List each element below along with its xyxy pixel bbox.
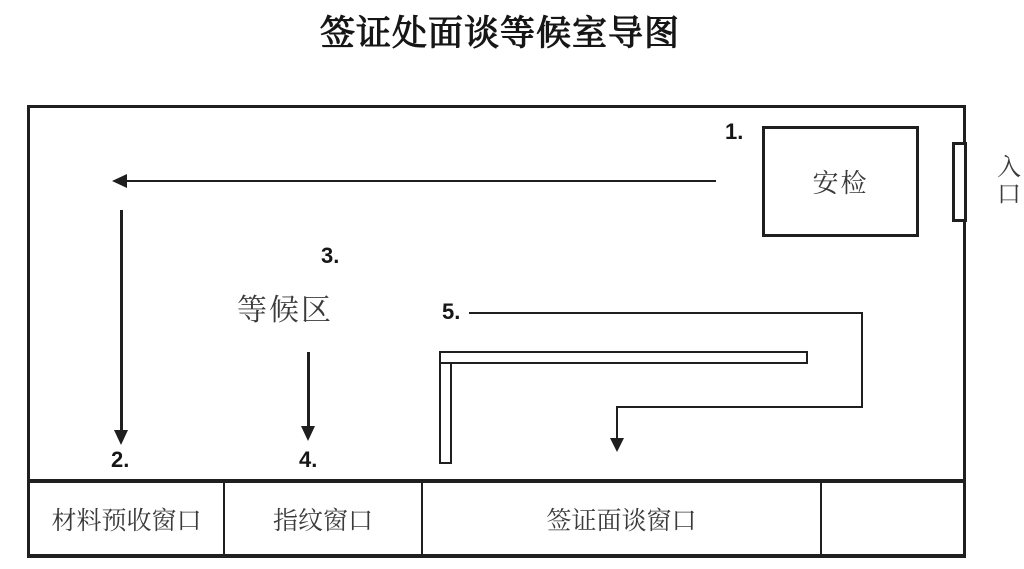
arrow-waiting-down-line <box>307 352 310 428</box>
arrow-top-leftward-line <box>122 180 716 182</box>
waiting-area-label: 等候区 <box>237 294 333 327</box>
entrance-door <box>952 142 967 222</box>
counter-vertical-bar <box>439 361 452 464</box>
window-cell-interview <box>423 483 822 554</box>
fingerprint-window-label: 指纹窗口 <box>272 507 373 535</box>
arrow-left-down-line <box>120 210 123 432</box>
window-cell-empty <box>822 483 963 554</box>
window-cell-fingerprint <box>225 483 423 554</box>
security-check-box <box>762 126 919 237</box>
route-5-segment-top <box>469 312 863 314</box>
step-3-label: 3. <box>321 243 340 268</box>
route-5-segment-bottom <box>617 406 863 408</box>
service-windows-row <box>30 479 963 554</box>
diagram-title: 签证处面谈等候室导图 <box>319 14 680 53</box>
arrow-left-down-head-icon <box>114 430 128 445</box>
route-5-arrowhead-icon <box>610 438 624 452</box>
step-2-label: 2. <box>111 447 130 472</box>
route-5-segment-drop <box>616 406 618 440</box>
route-5-segment-right <box>861 312 863 408</box>
arrow-top-leftward-head-icon <box>112 174 127 188</box>
counter-horizontal-bar <box>439 351 808 364</box>
interview-window-label: 签证面谈窗口 <box>546 507 697 535</box>
arrow-waiting-down-head-icon <box>301 426 315 441</box>
step-1-label: 1. <box>725 119 744 144</box>
security-check-label: 安检 <box>812 169 869 198</box>
materials-window-label: 材料预收窗口 <box>51 507 202 535</box>
entrance-label: 入口 <box>997 155 1021 208</box>
step-4-label: 4. <box>299 447 318 472</box>
step-5-label: 5. <box>442 299 461 324</box>
window-cell-materials <box>30 483 225 554</box>
